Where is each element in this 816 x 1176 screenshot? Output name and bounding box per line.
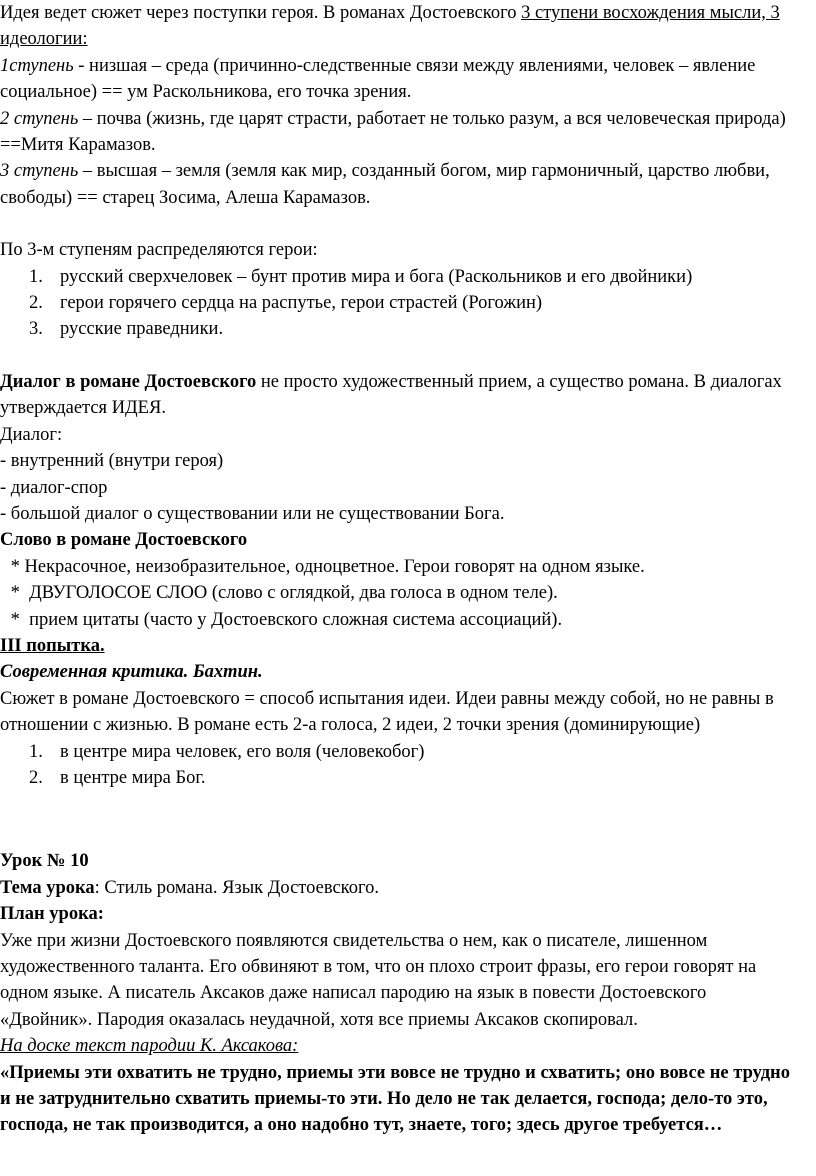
word-item: * прием цитаты (часто у Достоевского сложная система ассоциаций). (6, 609, 563, 630)
dialog-lead-rest: не просто художественный прием, а существо романа. В диалогах утверждается ИДЕЯ. (0, 371, 782, 419)
list-text: русский сверхчеловек – бунт против мира и бога (Раскольников и его двойники) (60, 266, 693, 287)
lesson-number: Урок № 10 (0, 851, 89, 872)
attempt-subheading: Современная критика. Бахтин. (0, 662, 263, 683)
word-heading: Слово в романе Достоевского (0, 530, 248, 551)
list-number: 1. (29, 741, 43, 762)
attempt-text: Сюжет в романе Достоевского = способ испытания идеи. Идеи равны между собой, но не равны в отношении с жизнью. В романе есть 2-а голоса, 2 идеи, 2 точки зрения (доминирующие) (0, 688, 774, 736)
list-text: герои горячего сердца на распутье, герои страстей (Рогожин) (60, 293, 543, 314)
parody-quote: «Приемы эти охватить не трудно, приемы эти вовсе не трудно и схватить; оно вовсе не трудно и не затруднительно схватить приемы-то эти. Но дело не так делается, господа; дело-то это, господа, не так производится, а оно надобно тут, знаете, того; здесь другое требуется… (0, 1062, 790, 1136)
list-item (0, 264, 803, 290)
list-item (0, 739, 803, 765)
dialog-label: Диалог: (0, 424, 63, 445)
lesson-topic-text: : Стиль романа. Язык Достоевского. (94, 877, 379, 898)
lesson-topic-label: Тема урока (0, 877, 95, 898)
list-number: 2. (29, 293, 43, 314)
attempt-heading: III попытка. (0, 635, 105, 656)
lesson-topic (0, 875, 803, 901)
attempt-list (0, 739, 803, 792)
dialog-kind: - внутренний (внутри героя) (0, 451, 224, 472)
list-text: в центре мира человек, его воля (человекобог) (60, 741, 425, 762)
list-text: русские праведники. (60, 319, 224, 340)
list-number: 2. (29, 767, 43, 788)
step-3-text: – высшая – земля (земля как мир, созданный богом, мир гармоничный, царство любви, свободы) == старец Зосима, Алеша Карамазов. (0, 161, 770, 208)
dialog-kind: - большой диалог о существовании или не существовании Бога. (0, 503, 505, 524)
dialog-kind: - диалог-спор (0, 477, 108, 498)
spacer (0, 343, 803, 369)
step-1-label: 1ступень (0, 55, 74, 76)
board-label: На доске текст пародии К. Аксакова: (0, 1036, 299, 1057)
lesson-plan-label: План урока: (0, 904, 104, 925)
step-2 (0, 106, 803, 159)
spacer (0, 791, 803, 848)
step-2-text: – почва (жизнь, где царят страсти, работает не только разум, а вся человеческая природа) ==Митя Карамазов. (0, 108, 786, 156)
spacer (0, 211, 803, 237)
heroes-list (0, 264, 803, 343)
word-item: * Некрасочное, неизобразительное, одноцветное. Герои говорят на одном языке. (6, 556, 645, 577)
lesson-body: Уже при жизни Достоевского появляются свидетельства о нем, как о писателе, лишенном художественного таланта. Его обвиняют в том, что он плохо строит фразы, его герои говорят на одном языке. А писатель Аксаков даже написал пародию на язык в повести Достоевского «Двойник». Пародия оказалась неудачной, хотя все приемы Аксаков скопировал. (0, 930, 757, 1030)
intro-paragraph (0, 0, 803, 53)
list-number: 3. (29, 319, 43, 340)
list-item (0, 316, 803, 342)
word-item: * ДВУГОЛОСОЕ СЛОО (слово с оглядкой, два голоса в одном теле). (6, 583, 558, 604)
step-3 (0, 158, 803, 211)
list-number: 1. (29, 266, 43, 287)
list-item (0, 290, 803, 316)
step-2-label: 2 ступень (0, 108, 79, 129)
list-item (0, 765, 803, 791)
intro-underlined-text: 3 ступени восхождения мысли, 3 идеологии: (0, 3, 780, 50)
list-text: в центре мира Бог. (60, 767, 206, 788)
dialog-bold-lead: Диалог в романе Достоевского (0, 371, 257, 392)
dialog-paragraph (0, 369, 803, 422)
step-1-text: - низшая – среда (причинно-следственные связи между явлениями, человек – явление социальное) == ум Раскольникова, его точка зрения. (0, 55, 756, 103)
heroes-intro: По 3-м ступеням распределяются герои: (0, 240, 318, 261)
intro-text: Идея ведет сюжет через поступки героя. В романах Достоевского (0, 3, 522, 23)
step-3-label: 3 ступень (0, 161, 79, 182)
step-1 (0, 53, 803, 106)
